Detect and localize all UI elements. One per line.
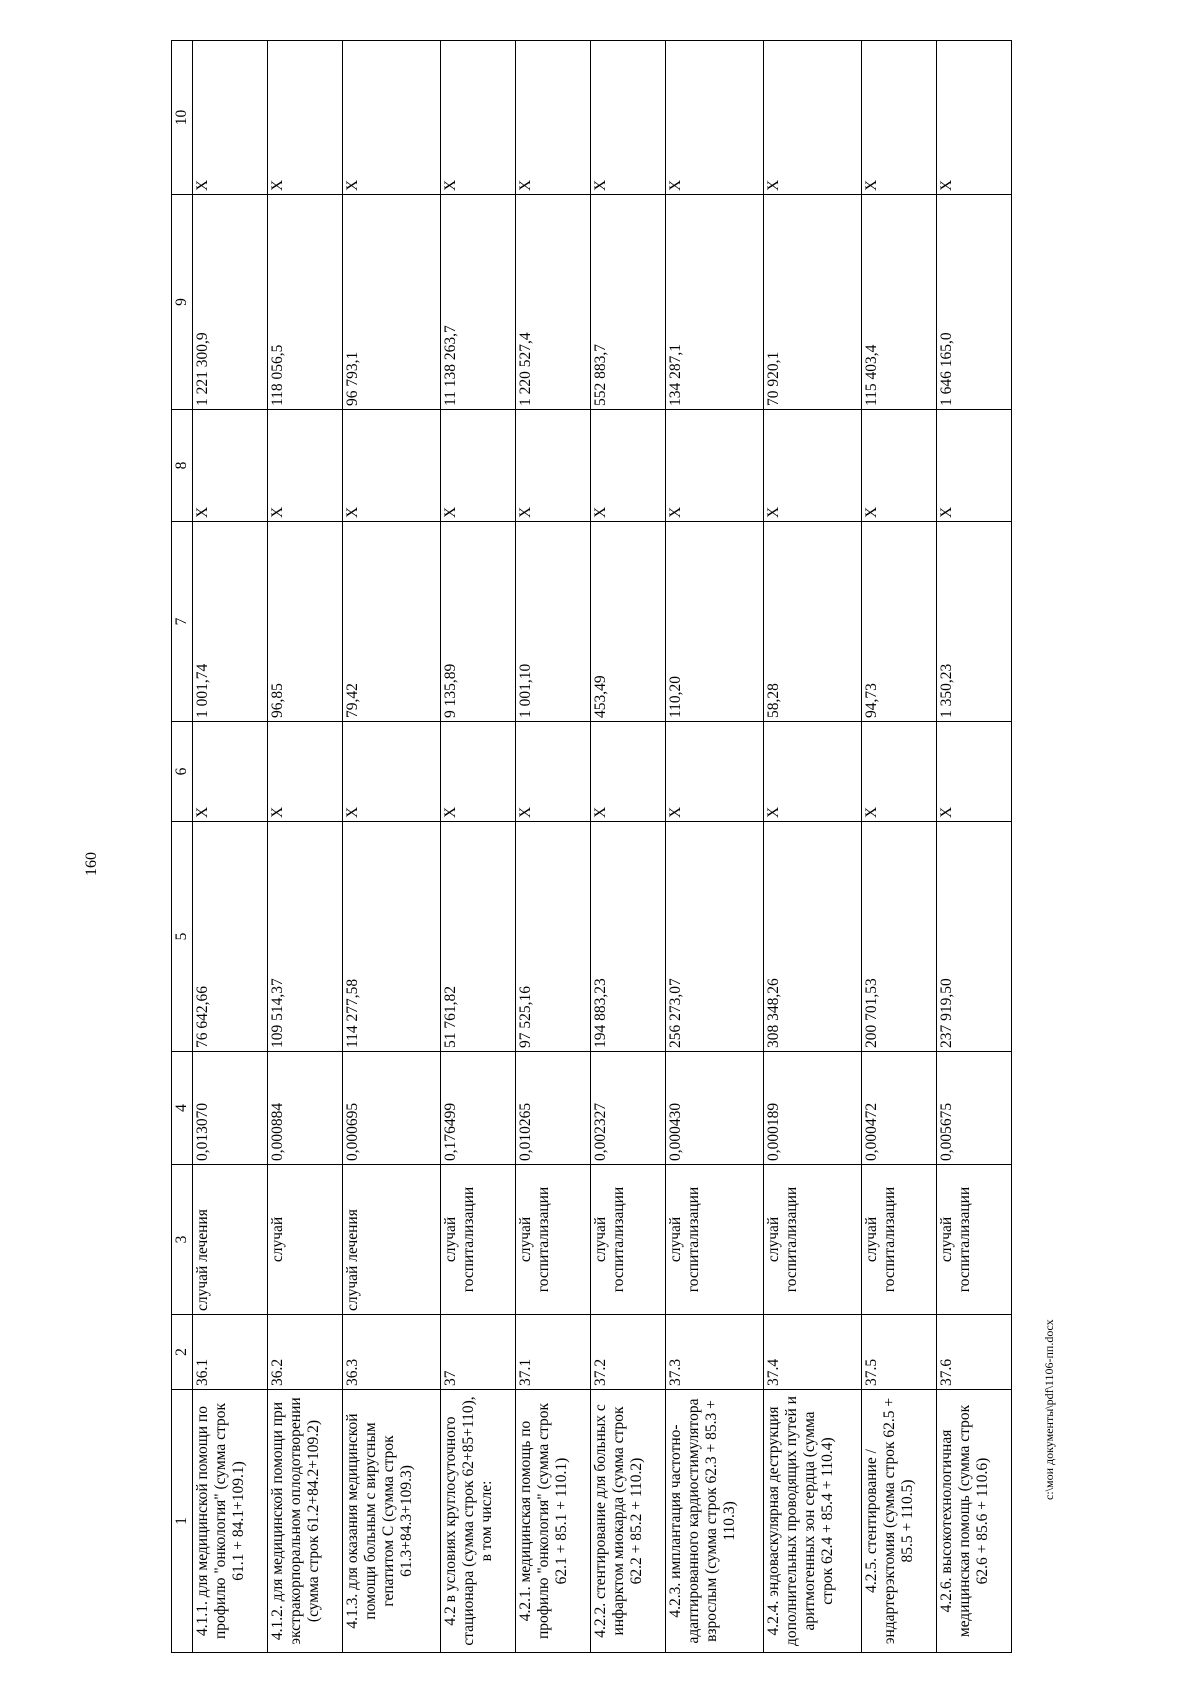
table-cell-col2: 37.2 [590, 1315, 665, 1390]
table-cell-col3: случай госпитализации [441, 1165, 516, 1315]
table-cell-col7: 58,28 [763, 522, 861, 722]
table-cell-col3: случай госпитализации [590, 1165, 665, 1315]
table-cell-col4: 0,002327 [590, 1052, 665, 1165]
table-cell-col2: 37.3 [665, 1315, 763, 1390]
table-cell-col4: 0,000884 [267, 1052, 342, 1165]
table-row [267, 41, 342, 1653]
table-cell-col1: 4.2 в условиях круглосуточного стационара (сумма строк 62+85+110), в том числе: [441, 1390, 516, 1653]
table-cell-col8: Х [342, 410, 440, 522]
footer-file-path: c:\мои документы\pdf\1106-пп.docx [1042, 1319, 1056, 1500]
table-cell-col8: Х [441, 410, 516, 522]
table-cell-col7: 1 001,74 [193, 522, 268, 722]
table-cell-col1: 4.2.5. стентирование / эндартерэктомия (сумма строк 62.5 + 85.5 + 110.5) [862, 1390, 937, 1653]
table-cell-col8: Х [515, 410, 590, 522]
table-cell-col10: Х [763, 41, 861, 195]
table-cell-col5: 308 348,26 [763, 822, 861, 1052]
table-cell-col6: Х [193, 722, 268, 822]
table-cell-col1: 4.2.3. имплантация частотно-адаптированного кардиостимулятора взрослым (сумма строк 62.3 + 85.3 + 110.3) [665, 1390, 763, 1653]
table-cell-col10: Х [342, 41, 440, 195]
table-cell-col10: Х [590, 41, 665, 195]
table-cell-col9: 552 883,7 [590, 195, 665, 410]
table-cell-col2: 37 [441, 1315, 516, 1390]
table-cell-col4: 0,010265 [515, 1052, 590, 1165]
table-row [665, 41, 763, 1653]
table-cell-col4: 0,000472 [862, 1052, 937, 1165]
table-cell-col8: Х [763, 410, 861, 522]
table-cell-col6: Х [342, 722, 440, 822]
table-cell-col4: 0,000430 [665, 1052, 763, 1165]
table-cell-col7: 453,49 [590, 522, 665, 722]
table-cell-col5: 194 883,23 [590, 822, 665, 1052]
table-cell-col2: 36.3 [342, 1315, 440, 1390]
data-table [171, 40, 1012, 1653]
column-header: 2 [172, 1315, 193, 1390]
table-cell-col4: 0,176499 [441, 1052, 516, 1165]
column-header-row [172, 41, 193, 1653]
table-cell-col1: 4.2.4. эндоваскулярная деструкция дополнительных проводящих путей и аритмогенных зон сердца (сумма строк 62.4 + 85.4 + 110.4) [763, 1390, 861, 1653]
table-cell-col5: 97 525,16 [515, 822, 590, 1052]
table-cell-col3: случай лечения [193, 1165, 268, 1315]
column-header: 9 [172, 195, 193, 410]
table-cell-col9: 1 646 165,0 [937, 195, 1012, 410]
table-cell-col6: Х [515, 722, 590, 822]
table-cell-col2: 37.4 [763, 1315, 861, 1390]
table-cell-col7: 110,20 [665, 522, 763, 722]
table-row [342, 41, 440, 1653]
table-cell-col10: Х [267, 41, 342, 195]
table-cell-col8: Х [665, 410, 763, 522]
table-row [862, 41, 937, 1653]
table-cell-col6: Х [763, 722, 861, 822]
table-cell-col2: 36.2 [267, 1315, 342, 1390]
table-cell-col5: 200 701,53 [862, 822, 937, 1052]
table-cell-col1: 4.2.1. медицинская помощь по профилю "онкология" (сумма строк 62.1 + 85.1 + 110.1) [515, 1390, 590, 1653]
table-cell-col7: 96,85 [267, 522, 342, 722]
table-cell-col7: 1 001,10 [515, 522, 590, 722]
column-header: 8 [172, 410, 193, 522]
table-cell-col2: 37.6 [937, 1315, 1012, 1390]
table-cell-col6: Х [862, 722, 937, 822]
table-cell-col1: 4.2.2. стентирование для больных с инфарктом миокарда (сумма строк 62.2 + 85.2 + 110.2) [590, 1390, 665, 1653]
table-cell-col10: Х [665, 41, 763, 195]
column-header: 3 [172, 1165, 193, 1315]
column-header: 1 [172, 1390, 193, 1653]
table-cell-col5: 114 277,58 [342, 822, 440, 1052]
table-cell-col1: 4.1.1. для медицинской помощи по профилю "онкология" (сумма строк 61.1 + 84.1+109.1) [193, 1390, 268, 1653]
table-cell-col3: случай [267, 1165, 342, 1315]
table-cell-col6: Х [665, 722, 763, 822]
page-number: 160 [83, 852, 100, 876]
table-cell-col9: 70 920,1 [763, 195, 861, 410]
table-cell-col2: 36.1 [193, 1315, 268, 1390]
table-cell-col4: 0,005675 [937, 1052, 1012, 1165]
table-cell-col6: Х [441, 722, 516, 822]
table-cell-col8: Х [193, 410, 268, 522]
table-row [441, 41, 516, 1653]
table-cell-col10: Х [862, 41, 937, 195]
table-cell-col1: 4.1.3. для оказания медицинской помощи больным с вирусным гепатитом С (сумма строк 61.3+84.3+109.3) [342, 1390, 440, 1653]
table-cell-col3: случай госпитализации [862, 1165, 937, 1315]
table-cell-col8: Х [267, 410, 342, 522]
table-row [937, 41, 1012, 1653]
table-row [590, 41, 665, 1653]
table-cell-col9: 115 403,4 [862, 195, 937, 410]
table-cell-col9: 118 056,5 [267, 195, 342, 410]
table-cell-col7: 79,42 [342, 522, 440, 722]
table-cell-col9: 1 220 527,4 [515, 195, 590, 410]
table-cell-col5: 256 273,07 [665, 822, 763, 1052]
table-row [515, 41, 590, 1653]
table-cell-col6: Х [267, 722, 342, 822]
table-cell-col4: 0,000695 [342, 1052, 440, 1165]
table-cell-col7: 9 135,89 [441, 522, 516, 722]
table-row [763, 41, 861, 1653]
table-cell-col8: Х [590, 410, 665, 522]
table-cell-col5: 237 919,50 [937, 822, 1012, 1052]
data-table-container [171, 41, 1012, 1653]
table-cell-col6: Х [937, 722, 1012, 822]
table-cell-col10: Х [441, 41, 516, 195]
table-cell-col6: Х [590, 722, 665, 822]
table-cell-col7: 94,73 [862, 522, 937, 722]
table-cell-col3: случай госпитализации [665, 1165, 763, 1315]
column-header: 4 [172, 1052, 193, 1165]
table-cell-col3: случай госпитализации [763, 1165, 861, 1315]
table-cell-col8: Х [937, 410, 1012, 522]
table-cell-col10: Х [937, 41, 1012, 195]
table-cell-col3: случай госпитализации [515, 1165, 590, 1315]
table-cell-col9: 134 287,1 [665, 195, 763, 410]
table-cell-col2: 37.1 [515, 1315, 590, 1390]
table-cell-col9: 1 221 300,9 [193, 195, 268, 410]
table-cell-col1: 4.1.2. для медицинской помощи при экстракорпоральном оплодотворении (сумма строк 61.2+84.2+109.2) [267, 1390, 342, 1653]
column-header: 10 [172, 41, 193, 195]
table-cell-col3: случай госпитализации [937, 1165, 1012, 1315]
table-cell-col10: Х [193, 41, 268, 195]
column-header: 7 [172, 522, 193, 722]
table-cell-col5: 51 761,82 [441, 822, 516, 1052]
table-cell-col9: 11 138 263,7 [441, 195, 516, 410]
table-cell-col4: 0,000189 [763, 1052, 861, 1165]
table-cell-col10: Х [515, 41, 590, 195]
table-cell-col9: 96 793,1 [342, 195, 440, 410]
table-cell-col7: 1 350,23 [937, 522, 1012, 722]
table-cell-col8: Х [862, 410, 937, 522]
table-cell-col3: случай лечения [342, 1165, 440, 1315]
table-row [193, 41, 268, 1653]
table-cell-col5: 76 642,66 [193, 822, 268, 1052]
table-cell-col1: 4.2.6. высокотехнологичная медицинская помощь (сумма строк 62.6 + 85.6 + 110.6) [937, 1390, 1012, 1653]
table-cell-col2: 37.5 [862, 1315, 937, 1390]
table-cell-col4: 0,013070 [193, 1052, 268, 1165]
table-cell-col5: 109 514,37 [267, 822, 342, 1052]
column-header: 6 [172, 722, 193, 822]
column-header: 5 [172, 822, 193, 1052]
